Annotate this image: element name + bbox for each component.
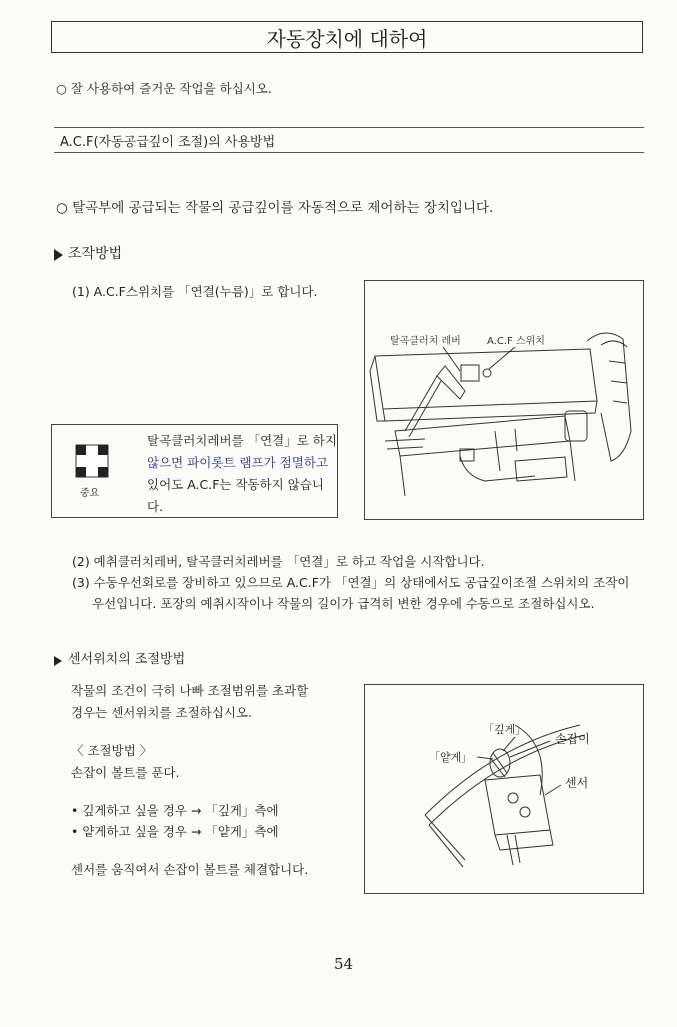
acf-description: ○ 탈곡부에 공급되는 작물의 공급깊이를 자동적으로 제어하는 장치입니다. — [56, 200, 494, 216]
acf-section-title: A.C.F(자동공급깊이 조절)의 사용방법 — [60, 135, 276, 150]
figure-acf-switch — [364, 280, 644, 520]
acf-switch-illustration — [365, 281, 643, 519]
sensor-heading: 센서위치의 조절방법 — [68, 652, 186, 667]
caution-line-4: 다. — [147, 498, 164, 514]
label-sensor: 센서 — [565, 776, 589, 790]
sensor-bullet-deep: • 깊게하고 싶을 경우 → 「깊게」측에 — [71, 802, 279, 818]
operation-step-2: (2) 예취클러치레버, 탈곡클러치레버를 「연결」로 하고 작업을 시작합니다. — [72, 554, 485, 569]
sensor-illustration — [365, 685, 643, 893]
important-icon — [75, 444, 109, 478]
sensor-method-heading: 〈 조절방법 〉 — [71, 742, 153, 758]
sensor-para-line-2: 경우는 센서위치를 조절하십시오. — [71, 704, 252, 720]
caution-text — [147, 430, 337, 518]
sensor-instructions — [71, 680, 308, 881]
sensor-para-line-1: 작물의 조건이 극히 나빠 조절범위를 초과할 — [71, 683, 309, 698]
label-deep: 「깊게」 — [483, 723, 527, 736]
label-acf-switch: A.C.F 스위치 — [487, 336, 545, 347]
caution-line-2: 않으면 파이롯트 램프가 점멸하고 — [147, 454, 328, 470]
label-threshing-lever: 탈곡클러치 레버 — [390, 336, 461, 347]
sensor-closing: 센서를 움직여서 손잡이 볼트를 체결합니다. — [71, 862, 309, 878]
operation-step-3-line-1: (3) 수동우선회로를 장비하고 있으므로 A.C.F가 「연결」의 상태에서도 공급깊이조절 스위치의 조작이 — [72, 575, 630, 590]
acf-section-header — [54, 127, 644, 153]
figure-sensor — [364, 684, 644, 894]
caution-box — [51, 424, 338, 518]
page-number: 54 — [334, 955, 354, 973]
operation-step-1: (1) A.C.F스위치를 「연결(누름)」로 합니다. — [72, 284, 318, 299]
sensor-method-step: 손잡이 볼트를 푼다. — [71, 764, 180, 780]
caution-line-1: 탈곡클러치레버를 「연결」로 하지 — [147, 433, 337, 448]
page-title: 자동장치에 대하여 — [51, 21, 643, 53]
operation-step-3-line-2: 우선입니다. 포장의 예취시작이나 작물의 길이가 급격히 변한 경우에 수동으로 조절하십시오. — [92, 596, 595, 611]
sensor-bullet-shallow: • 얕게하고 싶을 경우 → 「얕게」측에 — [71, 824, 279, 840]
section-bullet-icon — [54, 656, 62, 666]
section-bullet-icon — [54, 249, 63, 261]
operation-heading: 조작방법 — [68, 246, 123, 262]
caution-line-3: 있어도 A.C.F는 작동하지 않습니 — [147, 476, 324, 492]
label-knob: 손잡이 — [555, 732, 590, 746]
intro-text: ○ 잘 사용하여 즐거운 작업을 하십시오. — [56, 81, 272, 96]
important-label: 중요 — [80, 488, 100, 499]
label-shallow: 「얕게」 — [429, 751, 473, 764]
